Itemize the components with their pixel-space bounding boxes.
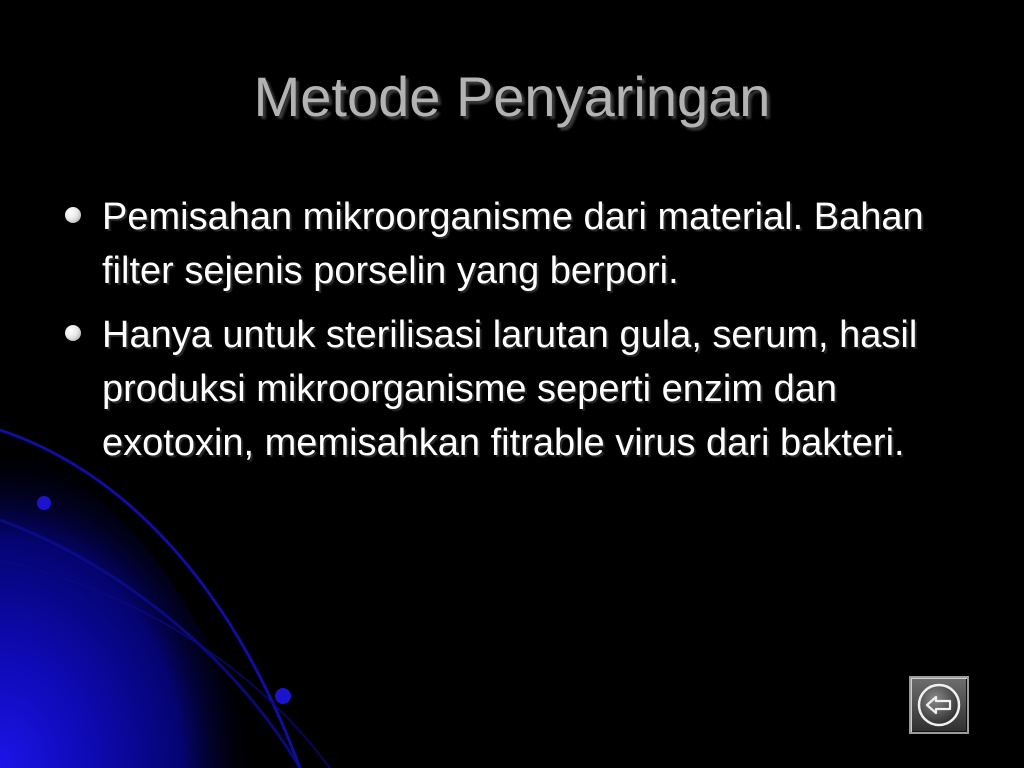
list-item (62, 190, 962, 298)
left-arrow-icon (916, 682, 962, 728)
bullet-dot-icon (65, 325, 81, 341)
slide-title: Metode Penyaringan (253, 65, 771, 128)
bullet-text: Hanya untuk sterilisasi larutan gula, serum, hasil produksi mikroorganisme seperti enzim dan exotoxin, memisahkan fitrable virus dari bakteri. (102, 314, 918, 464)
back-button[interactable] (909, 676, 969, 734)
bullet-dot-icon (65, 207, 81, 223)
bullet-text: Pemisahan mikroorganisme dari material. Bahan filter sejenis porselin yang berpori. (102, 196, 924, 292)
list-item (62, 308, 962, 470)
bullet-list (62, 190, 962, 480)
